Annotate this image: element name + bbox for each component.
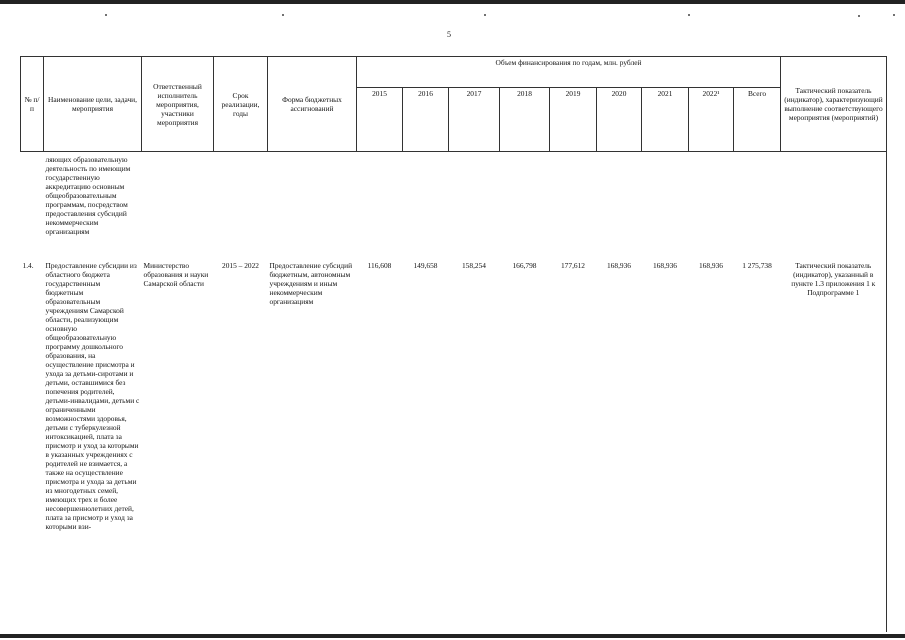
row-value-2018: 166,798 — [512, 261, 537, 270]
row-number: 1.4. — [22, 261, 34, 270]
header-year: 2015 — [357, 88, 403, 152]
page-number: 5 — [447, 30, 451, 39]
row-value-2022: 168,936 — [698, 261, 724, 270]
continuation-text: ляющих образовательную деятельность по имеющим государственную аккредитацию основным общеобразовательным программам, посредством предоставления субсидий некоммерческим организациям — [45, 155, 131, 236]
header-term: Срок реализации, годы — [214, 57, 268, 152]
funding-table — [20, 56, 887, 632]
header-indicator: Тактический показатель (индикатор), характеризующий выполнение соответствующего мероприятия (мероприятий) — [781, 57, 887, 152]
header-form: Форма бюджетных ассигнований — [268, 57, 357, 152]
scan-speck — [484, 14, 486, 16]
scan-speck — [282, 14, 284, 16]
header-year: 2018 — [500, 88, 550, 152]
row-executor: Министерство образования и науки Самарской области — [143, 261, 209, 288]
row-form: Предоставление субсидий бюджетным, автономным учреждениям и иным некоммерческим организациям — [269, 261, 353, 306]
header-total: Всего — [734, 88, 781, 152]
bottom-border-line — [0, 634, 905, 638]
row-value-2020: 168,936 — [606, 261, 632, 270]
row-name: Предоставление субсидии из областного бюджета государственным бюджетным образовательным учреждениям Самарской области, реализующим основную общеобразовательную программу дошкольного образования, на осуществление присмотра и ухода за детьми-сиротами и детьми, оставшимися без попечения родителей, детьми-инвалидами, детьми с ограниченными возможностями здоровья, детьми с туберкулезной интоксикацией, плата за присмотр и уход за которыми в указанных учреждениях с родителей не взимается, а также на осуществление присмотра и ухода за детьми из многодетных семей, имеющих трех и более несовершеннолетних детей, плата за присмотр и уход за которыми взи- — [45, 261, 140, 531]
row-value-2021: 168,936 — [652, 261, 678, 270]
scan-speck — [893, 14, 895, 16]
header-year: 2016 — [403, 88, 449, 152]
header-year: 2019 — [550, 88, 597, 152]
header-year: 2017 — [449, 88, 500, 152]
header-funding: Объем финансирования по годам, млн. рублей — [357, 57, 781, 88]
header-num: № п/п — [21, 57, 44, 152]
row-value-2019: 177,612 — [560, 261, 586, 270]
row-term: 2015 – 2022 — [222, 261, 259, 270]
row-value-2017: 158,254 — [461, 261, 487, 270]
row-value-2016: 149,658 — [413, 261, 438, 270]
header-year: 2021 — [642, 88, 689, 152]
row-indicator: Тактический показатель (индикатор), указанный в пункте 1.3 приложения 1 к Подпрограмме 1 — [781, 260, 887, 632]
scan-speck — [858, 15, 860, 17]
header-year: 2022¹ — [689, 88, 734, 152]
row-value-total: 1 275,738 — [742, 261, 772, 270]
scan-speck — [105, 14, 107, 16]
header-year: 2020 — [597, 88, 642, 152]
header-name: Наименование цели, задачи, мероприятия — [44, 57, 142, 152]
row-value-2015: 116,608 — [367, 261, 392, 270]
scan-speck — [688, 14, 690, 16]
top-border-line — [0, 0, 905, 4]
header-executor: Ответственный исполнитель мероприятия, участники мероприятия — [142, 57, 214, 152]
